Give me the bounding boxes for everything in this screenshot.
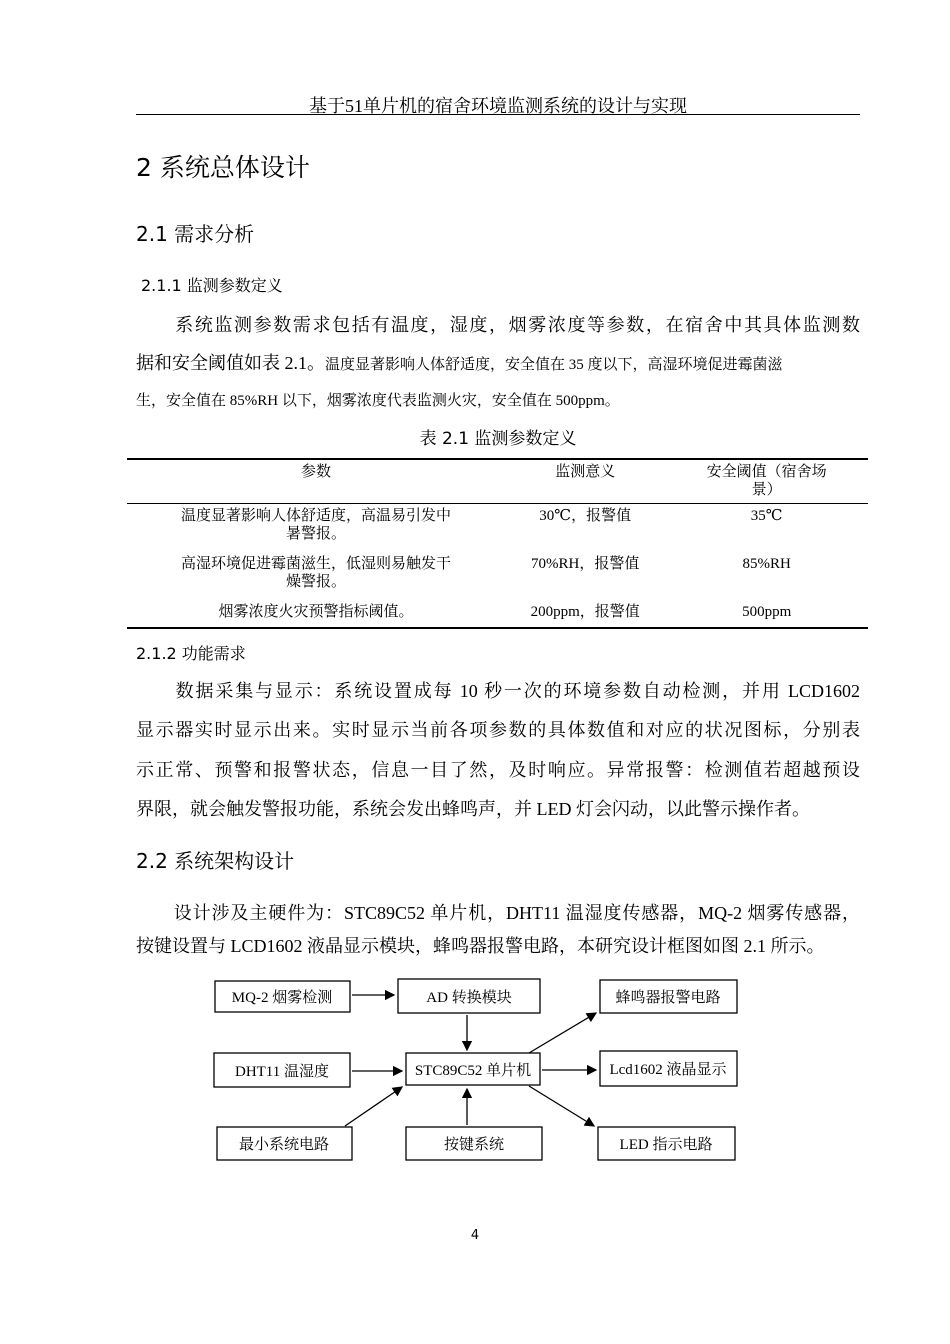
- paragraph-line: 设计涉及主硬件为：STC89C52 单片机，DHT11 温湿度传感器，MQ-2 烟雾传感器，: [136, 903, 860, 923]
- subsection-title-2-1-2: 2.1.2 功能需求: [136, 644, 246, 663]
- table-caption: 表 2.1 监测参数定义: [419, 429, 577, 449]
- paragraph-line: 数据采集与显示：系统设置成每 10 秒一次的环境参数自动检测，并用 LCD1602: [136, 681, 860, 701]
- section-title-2-2: 2.2 系统架构设计: [136, 849, 295, 873]
- chapter-title: 2 系统总体设计: [136, 153, 310, 182]
- paragraph-line: 按键设置与 LCD1602 液晶显示模块，蜂鸣器报警电路，本研究设计框图如图 2.1 所示。: [136, 936, 825, 956]
- section-title-2-1: 2.1 需求分析: [136, 222, 255, 246]
- running-header: 基于51单片机的宿舍环境监测系统的设计与实现: [309, 96, 687, 116]
- block-label: MQ-2 烟雾检测: [231, 990, 333, 1006]
- cell-text: 烟雾浓度火灾预警指标阈值。: [218, 603, 414, 620]
- column-header: 监测意义: [555, 464, 616, 480]
- paragraph-line: 生，安全值在 85%RH 以下，烟雾浓度代表监测火灾，安全值在 500ppm。: [136, 393, 620, 409]
- block-label: LED 指示电路: [619, 1137, 713, 1153]
- paragraph-text: 据和安全阈值如表 2.1。: [136, 353, 325, 373]
- block-label: AD 转换模块: [426, 990, 512, 1006]
- table-cell: 200ppm，报警值: [530, 603, 640, 620]
- page-number: 4: [470, 1228, 480, 1243]
- paragraph-line: 显示器实时显示出来。实时显示当前各项参数的具体数值和对应的状况图标，分别表: [136, 720, 860, 740]
- block-label: DHT11 温湿度: [234, 1064, 330, 1080]
- table-cell: 85%RH: [742, 555, 791, 572]
- block-label: 最小系统电路: [238, 1137, 330, 1153]
- paragraph-line: 示正常、预警和报警状态，信息一目了然，及时响应。异常报警：检测值若超越预设: [136, 760, 860, 780]
- table-cell: 500ppm: [742, 603, 792, 620]
- table-cell: 30℃，报警值: [539, 508, 632, 524]
- paragraph-line: 系统监测参数需求包括有温度，湿度，烟雾浓度等参数，在宿舍中其具体监测数: [136, 315, 860, 335]
- arrow: [345, 1087, 402, 1126]
- block-label: Lcd1602 液晶显示: [609, 1062, 727, 1078]
- block-label: STC89C52 单片机: [414, 1063, 532, 1079]
- arrow: [529, 1013, 596, 1053]
- cell-text: 温度显著影响人体舒适度，高温易引发中暑警报。: [180, 508, 451, 542]
- paragraph-line: 界限，就会触发警报功能，系统会发出蜂鸣声，并 LED 灯会闪动，以此警示操作者。: [136, 799, 810, 819]
- cell-text: 高湿环境促进霉菌滋生，低湿则易触发干燥警报。: [180, 555, 451, 590]
- column-header: 参数: [300, 464, 331, 480]
- arrow: [529, 1086, 594, 1126]
- block-label: 按键系统: [443, 1137, 505, 1153]
- block-label: 蜂鸣器报警电路: [615, 990, 721, 1006]
- paragraph-text: 温度显著影响人体舒适度，安全值在 35 度以下，高湿环境促进霉菌滋: [325, 357, 783, 373]
- column-header-text: 安全阈值（宿舍场景）: [706, 464, 827, 498]
- subsection-title-2-1-1: 2.1.1 监测参数定义: [141, 276, 283, 295]
- table-cell: 70%RH，报警值: [531, 555, 640, 572]
- table-cell: 35℃: [750, 508, 783, 524]
